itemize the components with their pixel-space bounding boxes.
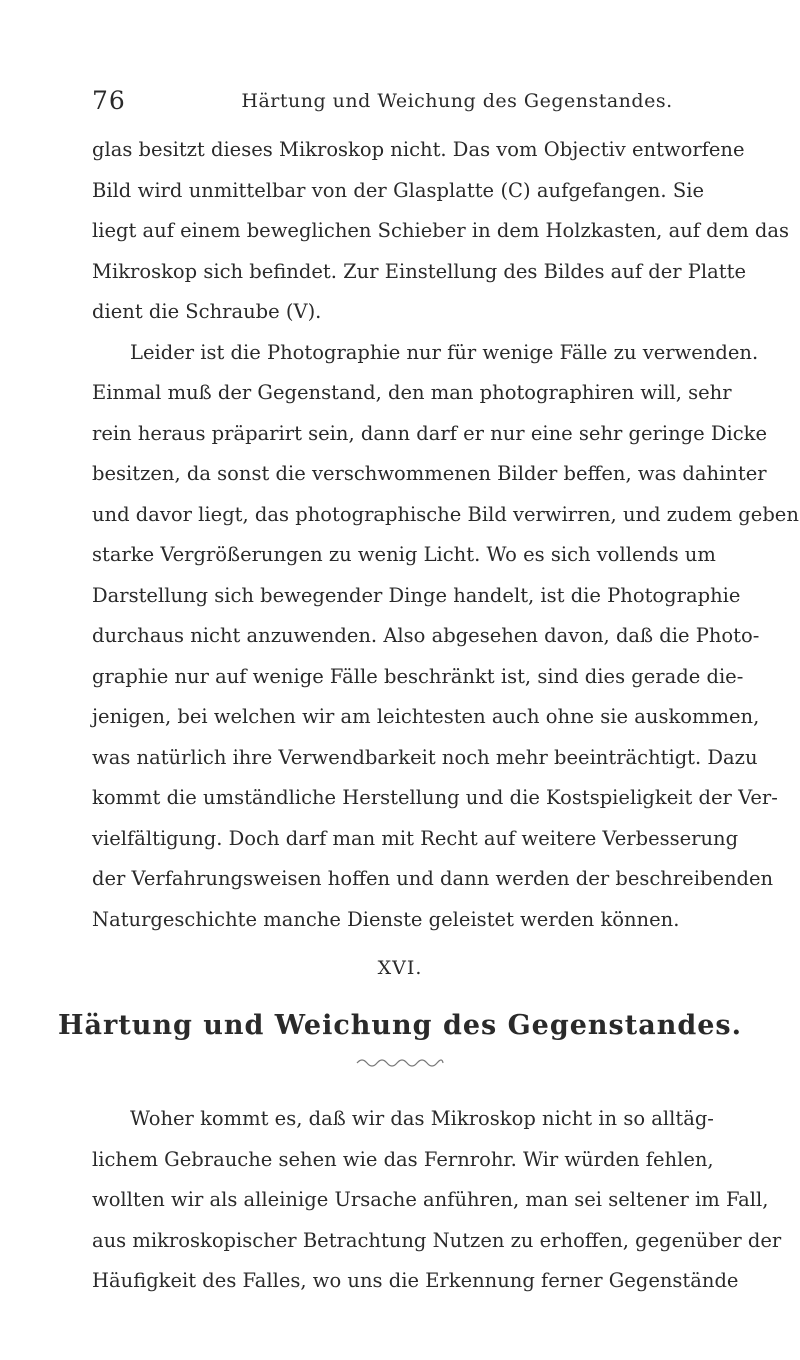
running-head <box>92 86 702 120</box>
page-number: 76 <box>92 86 126 115</box>
text-line: lichem Gebrauche sehen wie das Fernrohr. Wir würden fehlen, <box>92 1147 714 1171</box>
text-line: der Verfahrungsweisen hoffen und dann werden der beschreibenden <box>92 867 774 890</box>
text-line: vielfältigung. Doch darf man mit Recht auf weitere Verbesserung <box>92 826 739 850</box>
text-line: graphie nur auf wenige Fälle beschränkt ist, sind dies gerade die- <box>92 664 744 688</box>
text-line: Naturgeschichte manche Dienste geleistet werden können. <box>92 907 680 931</box>
text-line: jenigen, bei welchen wir am leichtesten auch ohne sie auskommen, <box>92 705 760 728</box>
text-line: aus mikroskopischer Betrachtung Nutzen zu erhoffen, gegenüber der <box>92 1228 782 1252</box>
text-line: wollten wir als alleinige Ursache anführen, man sei seltener im Fall, <box>92 1188 769 1211</box>
section-title: Härtung und Weichung des Gegenstandes. <box>58 1010 742 1041</box>
text-line: was natürlich ihre Verwendbarkeit noch mehr beeinträchtigt. Dazu <box>92 745 758 769</box>
text-line: Mikroskop sich befindet. Zur Einstellung des Bildes auf der Platte <box>92 259 747 283</box>
text-line: und davor liegt, das photographische Bild verwirren, und zudem geben <box>92 502 799 526</box>
text-line: Einmal muß der Gegenstand, den man photographiren will, sehr <box>92 381 732 404</box>
text-line: Darstellung sich bewegender Dinge handelt, ist die Photographie <box>92 583 741 607</box>
paragraph-1 <box>92 130 799 940</box>
text-line: liegt auf einem beweglichen Schieber in dem Holzkasten, auf dem das <box>92 219 790 242</box>
text-line: kommt die umständliche Herstellung und die Kostspieligkeit der Ver- <box>92 786 778 809</box>
text-line: durchaus nicht anzuwenden. Also abgesehen davon, daß die Photo- <box>92 624 760 647</box>
text-line: Häufigkeit des Falles, wo uns die Erkennung ferner Gegenstände <box>92 1269 739 1292</box>
paragraph-2 <box>92 1099 782 1302</box>
text-line: Woher kommt es, daß wir das Mikroskop nicht in so alltäg- <box>130 1107 714 1130</box>
text-line: glas besitzt dieses Mikroskop nicht. Das vom Objectiv entworfene <box>92 138 745 161</box>
text-line: dient die Schraube (V). <box>92 300 322 323</box>
text-line: Leider ist die Photographie nur für wenige Fälle zu verwenden. <box>130 340 759 364</box>
wavy-ornament-icon <box>355 1056 445 1070</box>
text-line: starke Vergrößerungen zu wenig Licht. Wo es sich vollends um <box>92 543 716 566</box>
section-number: XVI. <box>377 957 423 979</box>
text-line: besitzen, da sonst die verschwommenen Bilder beffen, was dahinter <box>92 462 767 485</box>
text-line: Bild wird unmittelbar von der Glasplatte (C) aufgefangen. Sie <box>92 178 704 202</box>
text-line: rein heraus präparirt sein, dann darf er nur eine sehr geringe Dicke <box>92 421 768 445</box>
running-title: Härtung und Weichung des Gegenstandes. <box>241 90 673 112</box>
